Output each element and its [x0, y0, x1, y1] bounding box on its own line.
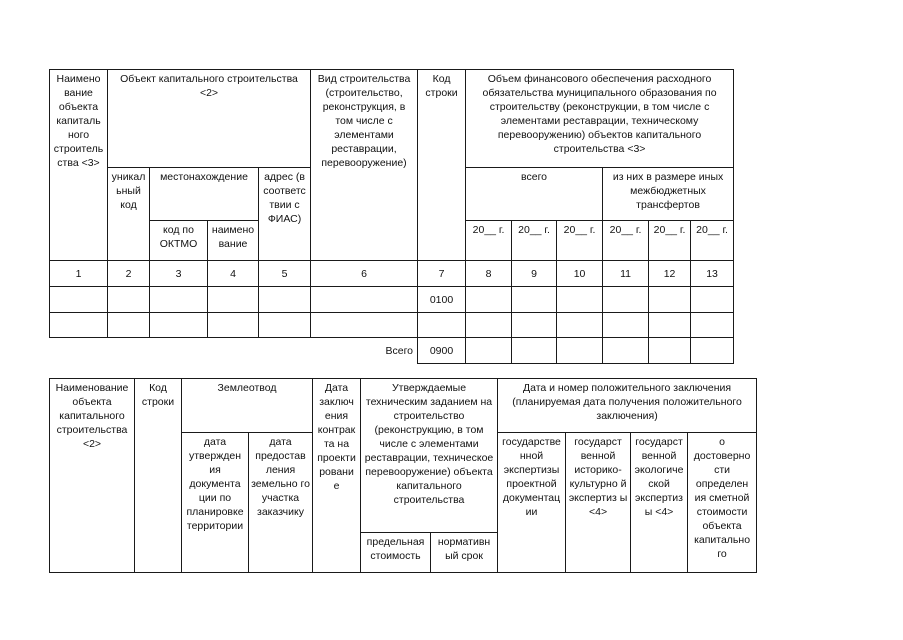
year-cell: 20__ г.	[466, 221, 512, 261]
approval-table	[49, 378, 757, 573]
year-cell: 20__ г.	[691, 221, 734, 261]
year-cell: 20__ г.	[512, 221, 557, 261]
header-land-allotment: Землеотвод	[182, 379, 313, 433]
total-code: 0900	[418, 338, 466, 364]
header-contract-date: Дата заключ ения контрак та на проекти ровани е	[313, 379, 361, 573]
header-oktmo: код по ОКТМО	[150, 221, 208, 261]
column-number: 9	[512, 261, 557, 287]
empty-cell	[691, 287, 734, 313]
header-object-name: Наимено вание объекта капиталь ного строитель ства <3>	[50, 70, 108, 261]
header-construction-type: Вид строительства (строительство, реконструкция, в том числе с элементами реставрации, перевооружение)	[311, 70, 418, 261]
header-positive-conclusion: Дата и номер положительного заключения (планируемая дата получения положительного заключения)	[498, 379, 757, 433]
header-unique-code: уникал ьный код	[108, 168, 150, 261]
header-location: местонахождение	[150, 168, 259, 221]
header-state-expertise: государстве нной экспертизы проектной документац ии	[498, 433, 566, 573]
financing-table	[49, 69, 734, 364]
header-planning-doc-date: дата утвержден ия документа ции по планировке территории	[182, 433, 249, 573]
empty-cell	[108, 287, 150, 313]
column-number: 5	[259, 261, 311, 287]
empty-cell	[649, 287, 691, 313]
table-row	[50, 287, 734, 313]
table-row	[50, 313, 734, 338]
header-total: всего	[466, 168, 603, 221]
column-number: 7	[418, 261, 466, 287]
header-capital-object: Объект капитального строительства <2>	[108, 70, 311, 168]
empty-cell	[466, 287, 512, 313]
column-number: 4	[208, 261, 259, 287]
header-transfers: из них в размере иных межбюджетных трансфертов	[603, 168, 734, 221]
column-number: 12	[649, 261, 691, 287]
header-financing-volume: Объем финансового обеспечения расходного обязательства муниципального образования по строительству (реконструкции, в том числе с элементами реставрации, техническому перевооружению) объектов капитального строительства <3>	[466, 70, 734, 168]
header-land-grant-date: дата предостав ления земельно го участка заказчику	[249, 433, 313, 573]
year-cell: 20__ г.	[649, 221, 691, 261]
header-row-code: Код строки	[418, 70, 466, 261]
empty-cell	[311, 287, 418, 313]
header-address: адрес (в соответс твии с ФИАС)	[259, 168, 311, 261]
column-number: 6	[311, 261, 418, 287]
header-norm-term: нормативн ый срок	[431, 533, 498, 573]
year-cell: 20__ г.	[557, 221, 603, 261]
header-location-name: наимено вание	[208, 221, 259, 261]
header-row-code: Код строки	[135, 379, 182, 573]
empty-cell	[208, 287, 259, 313]
row-code: 0100	[418, 287, 466, 313]
empty-cell	[50, 287, 108, 313]
column-number: 2	[108, 261, 150, 287]
column-number: 1	[50, 261, 108, 287]
year-cell: 20__ г.	[603, 221, 649, 261]
column-number: 3	[150, 261, 208, 287]
header-max-cost: предельная стоимость	[361, 533, 431, 573]
empty-cell	[150, 287, 208, 313]
column-number: 10	[557, 261, 603, 287]
header-object-name: Наименование объекта капитального строительства <2>	[50, 379, 135, 573]
total-row	[50, 338, 734, 364]
column-number: 11	[603, 261, 649, 287]
column-number: 13	[691, 261, 734, 287]
empty-cell	[557, 287, 603, 313]
header-approved-specs: Утверждаемые техническим заданием на строительство (реконструкцию, в том числе с элементами реставрации, техническое перевооружение) объекта капитального строительства	[361, 379, 498, 533]
empty-cell	[603, 287, 649, 313]
total-label: Всего	[311, 338, 418, 364]
column-number: 8	[466, 261, 512, 287]
header-ecological-expertise: государст венной экологиче ской экспертиз ы <4>	[631, 433, 688, 573]
empty-cell	[512, 287, 557, 313]
header-cost-reliability: о достоверно сти определен ия сметной стоимости объекта капитально го	[688, 433, 757, 573]
header-historical-expertise: государст венной историко-культурно й экспертиз ы <4>	[566, 433, 631, 573]
empty-cell	[259, 287, 311, 313]
